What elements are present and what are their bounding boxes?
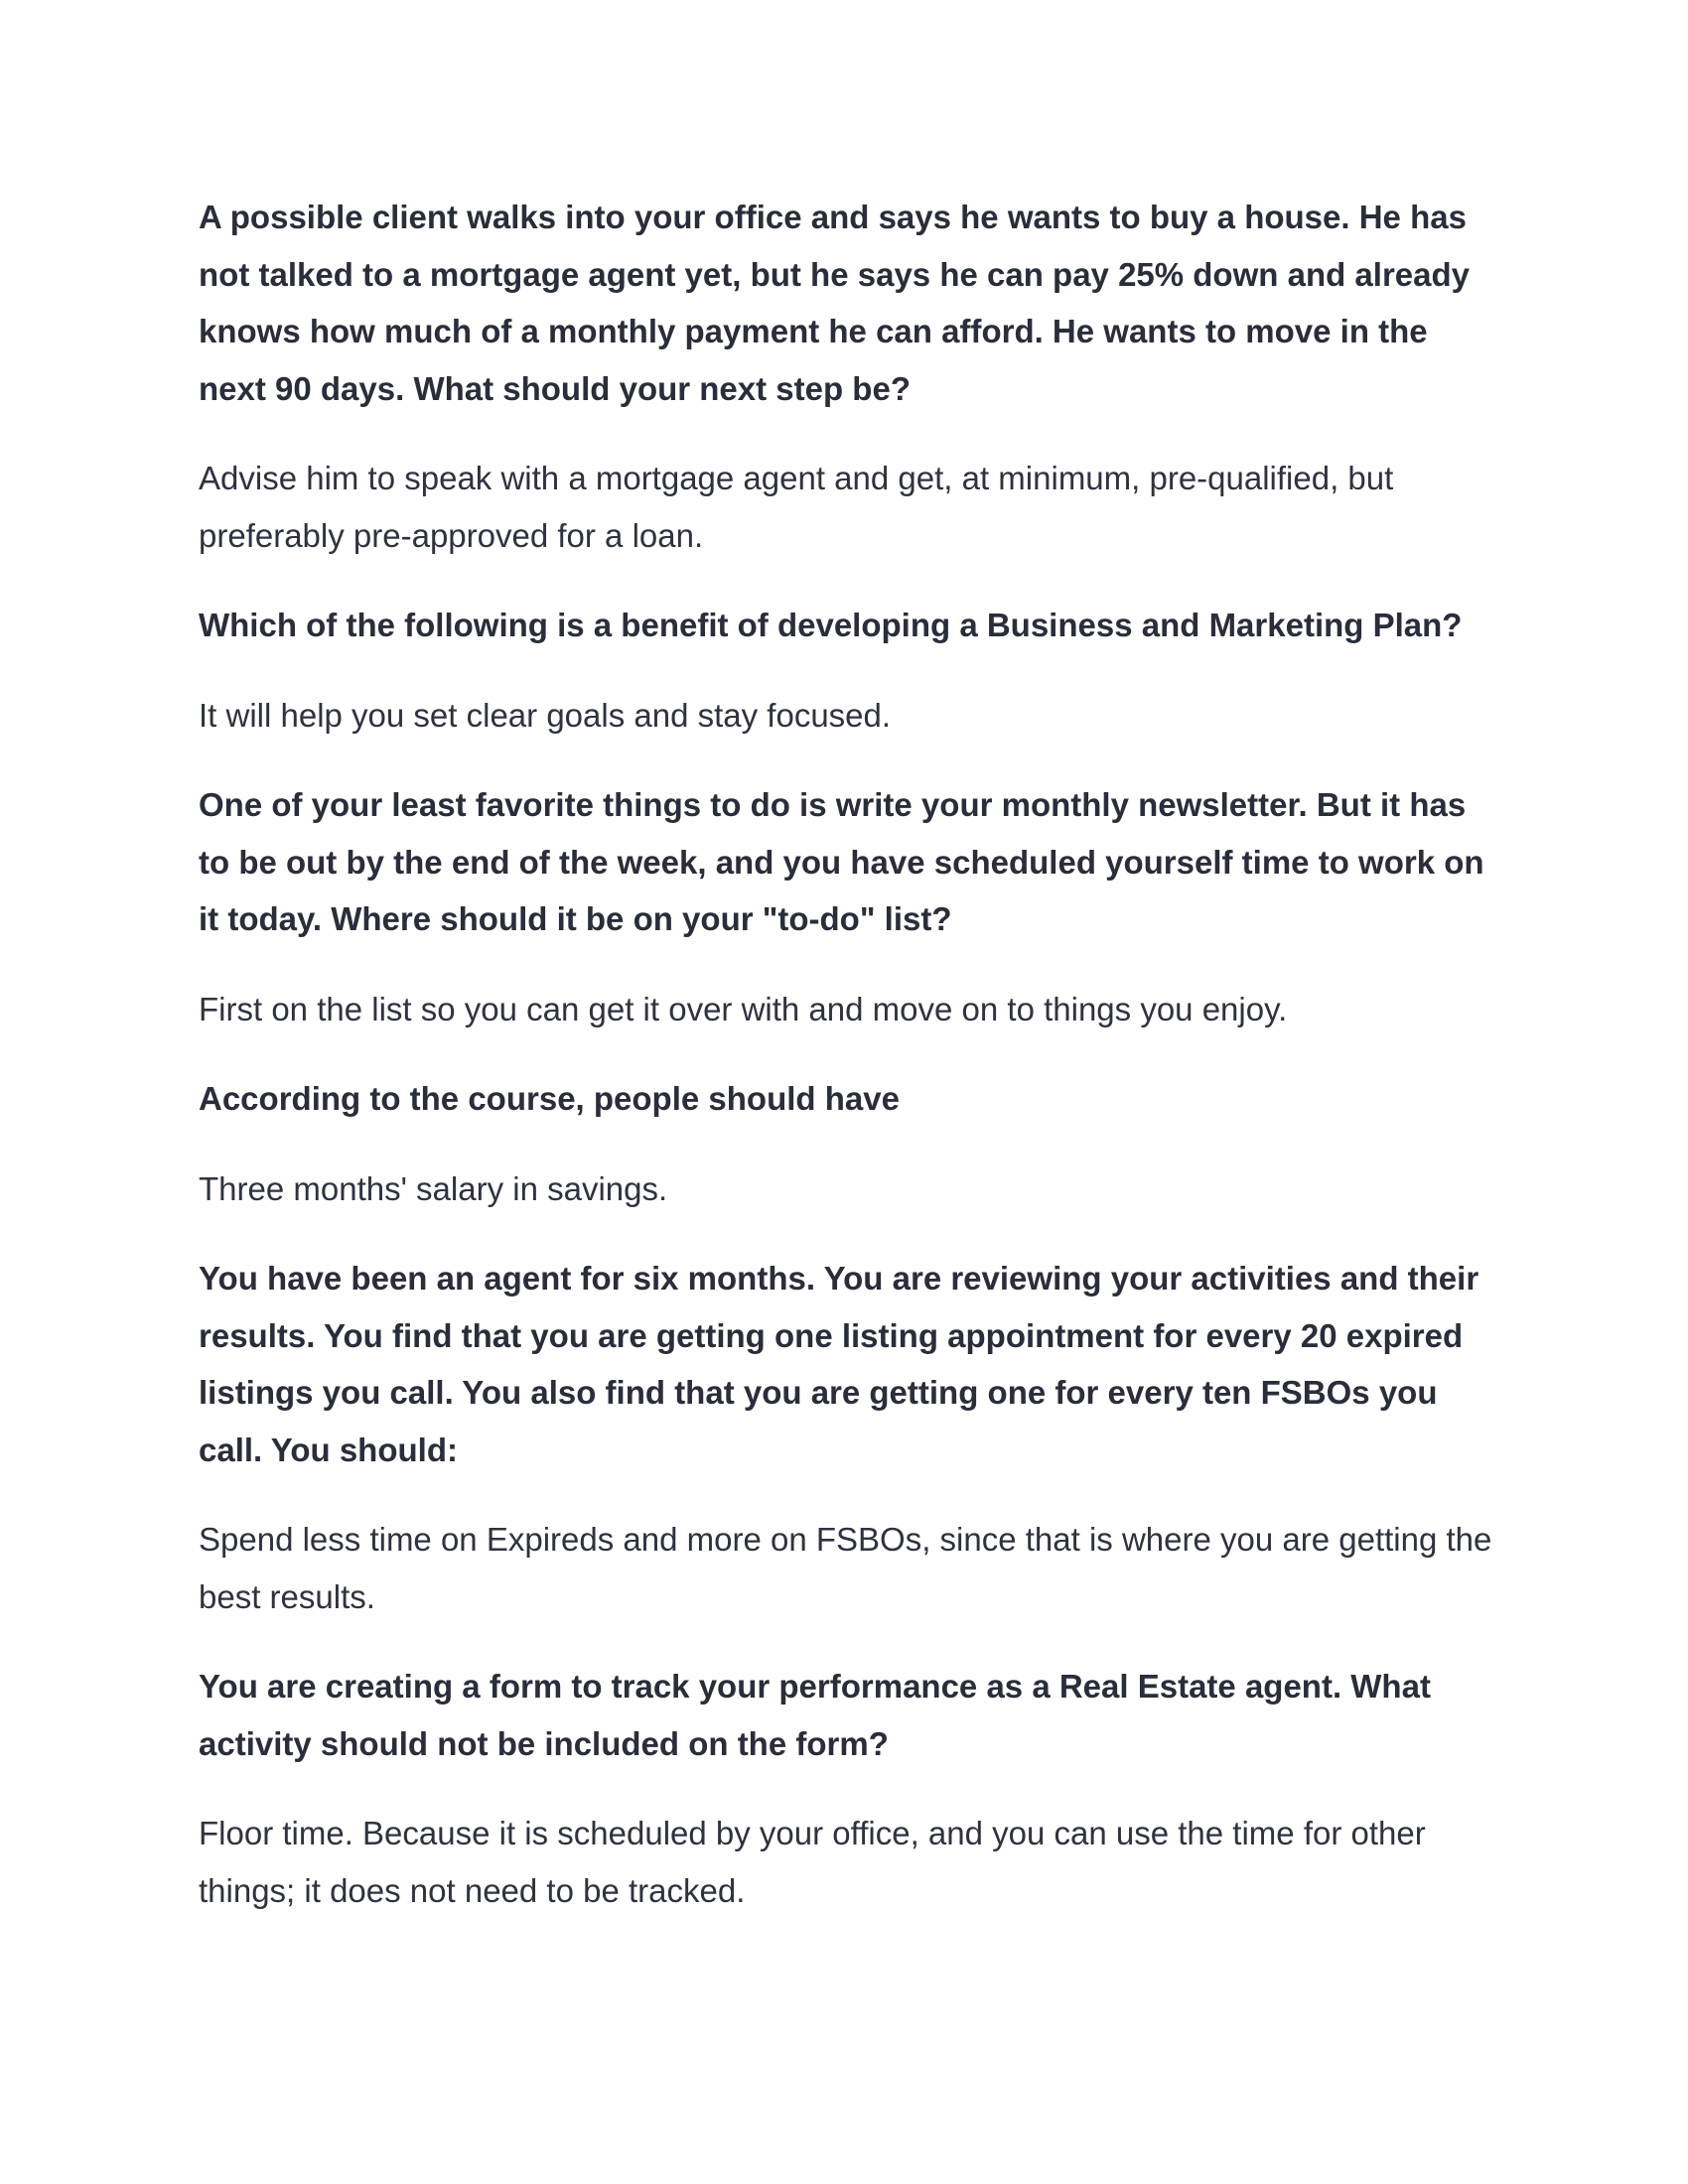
question-text: One of your least favorite things to do is write your monthly newsletter. But it has to be out by the end of the week, and you have scheduled yourself time to work on it today. Where should it be on your "to-do" list? bbox=[199, 786, 1484, 937]
qa-item bbox=[199, 776, 1499, 1037]
question-text: According to the course, people should have bbox=[199, 1080, 900, 1117]
document-page bbox=[199, 189, 1499, 1952]
answer-text: Three months' salary in savings. bbox=[199, 1169, 668, 1207]
qa-item bbox=[199, 1070, 1499, 1217]
qa-item bbox=[199, 189, 1499, 564]
qa-item bbox=[199, 1250, 1499, 1625]
answer-text: It will help you set clear goals and stay focused. bbox=[199, 696, 892, 734]
qa-item bbox=[199, 597, 1499, 744]
question-text: Which of the following is a benefit of developing a Business and Marketing Plan? bbox=[199, 607, 1463, 643]
question-text: You are creating a form to track your performance as a Real Estate agent. What activity should not be included on the form? bbox=[199, 1668, 1431, 1762]
answer-text: Spend less time on Expireds and more on FSBOs, since that is where you are getting the best results. bbox=[199, 1521, 1492, 1615]
question-text: You have been an agent for six months. You are reviewing your activities and their results. You find that you are getting one listing appointment for every 20 expired listings you call. You also find that you are getting one for every ten FSBOs you call. You should: bbox=[199, 1260, 1479, 1468]
qa-item bbox=[199, 1658, 1499, 1919]
question-text: A possible client walks into your office and says he wants to buy a house. He has not talked to a mortgage agent yet, but he says he can pay 25% down and already knows how much of a monthly payment he can afford. He wants to move in the next 90 days. What should your next step be? bbox=[199, 199, 1471, 407]
answer-text: Advise him to speak with a mortgage agent and get, at minimum, pre-qualified, but preferably pre-approved for a loan. bbox=[199, 460, 1394, 554]
answer-text: Floor time. Because it is scheduled by your office, and you can use the time for other things; it does not need to be tracked. bbox=[199, 1815, 1426, 1909]
answer-text: First on the list so you can get it over with and move on to things you enjoy. bbox=[199, 990, 1288, 1027]
